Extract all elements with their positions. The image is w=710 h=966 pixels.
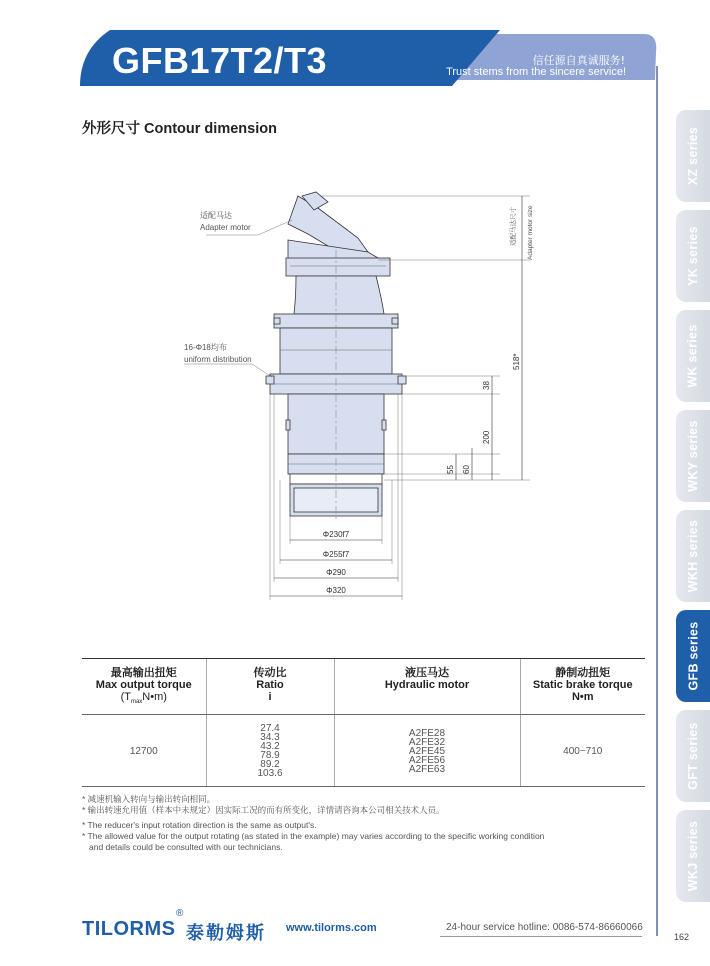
header-en: Hydraulic motor — [384, 679, 470, 691]
tab-label: WKJ series — [686, 820, 700, 892]
cell-torque: 12700 — [82, 715, 206, 787]
unit-post: N•m) — [142, 691, 167, 703]
tab-label: XZ series — [686, 126, 701, 186]
gearbox-drawing — [170, 180, 550, 600]
tab-label: WKY series — [686, 420, 700, 492]
motor-value: A2FE28 — [408, 727, 446, 739]
ratio-value: 89.2 — [260, 759, 280, 771]
ratio-value: 43.2 — [260, 741, 280, 753]
cell-motors — [334, 715, 520, 787]
frame-line — [656, 66, 658, 936]
brand-logo: TILORMS — [82, 918, 176, 940]
tab-gfb-series[interactable] — [676, 610, 710, 702]
tab-label: GFT series — [686, 722, 700, 790]
tab-wk-series[interactable] — [676, 310, 710, 402]
notes — [82, 794, 642, 853]
header-cn: 传动比 — [253, 667, 287, 679]
brand-logo-chinese: 泰勒姆斯 — [186, 923, 266, 944]
adapter-motor-en: Adapter motor — [200, 223, 251, 232]
tab-label: WKH series — [686, 519, 701, 593]
motor-value: A2FE56 — [408, 754, 446, 766]
motor-size-cn: 适配马达尺寸 — [509, 207, 517, 246]
header-cn: 液压马达 — [405, 667, 449, 679]
tab-wky-series[interactable] — [676, 410, 710, 502]
tab-gft-series[interactable] — [676, 710, 710, 802]
holes-en: uniform distribution — [184, 355, 252, 364]
header-unit — [82, 691, 206, 708]
header-hydraulic-motor — [334, 659, 520, 715]
dim-dia-320: Φ320 — [326, 586, 346, 595]
motor-value: A2FE32 — [408, 736, 446, 748]
header-cn: 静制动扭矩 — [555, 667, 611, 679]
header-unit: i — [268, 691, 272, 703]
motor-value: A2FE63 — [408, 763, 446, 775]
slogan-chinese: 信任源自真诚服务! — [532, 54, 625, 67]
dim-dia-230: Φ230f7 — [322, 530, 350, 539]
header-ratio — [206, 659, 334, 715]
header-cn: 最高输出扭矩 — [110, 667, 177, 679]
ratio-value: 34.3 — [260, 732, 280, 744]
header-unit: N•m — [571, 691, 594, 703]
tab-label: GFB series — [686, 621, 701, 691]
header-en: Ratio — [256, 679, 284, 691]
holes-callout — [184, 342, 252, 366]
header-en: Max output torque — [95, 679, 192, 691]
website-link[interactable]: www.tilorms.com — [286, 922, 377, 934]
motor-value: A2FE45 — [408, 745, 446, 757]
dim-dia-290: Φ290 — [326, 568, 346, 577]
motor-size-en: Adapter motor size — [527, 205, 534, 260]
dim-38: 38 — [482, 381, 491, 390]
service-hotline: 24-hour service hotline: 0086-574-86660066 — [446, 922, 643, 933]
header-en: Static brake torque — [532, 679, 633, 691]
slogan-english: Trust stems from the sincere service! — [446, 66, 626, 78]
page-title: GFB17T2/T3 — [112, 40, 328, 81]
header-max-torque — [82, 659, 206, 715]
cell-ratios — [206, 715, 334, 787]
note-cn-2: * 输出转速允用值（样本中未规定）因实际工况的而有所变化，详情请咨询本公司相关技术人员。 — [82, 805, 445, 815]
table-header-row — [82, 659, 645, 715]
footer-divider — [440, 936, 642, 937]
ratio-value: 103.6 — [257, 768, 283, 780]
dim-60: 60 — [462, 465, 471, 474]
note-en-2b: and details could be consulted with our technicians. — [89, 842, 283, 852]
spec-table — [82, 658, 645, 787]
page-number: 162 — [674, 932, 690, 942]
tab-wkj-series[interactable] — [676, 810, 710, 902]
page-header — [0, 0, 710, 100]
note-en-2a: * The allowed value for the output rotating (as stated in the example) may varies according to the specific working condition — [82, 831, 545, 841]
dim-dia-255: Φ255f7 — [322, 550, 350, 559]
section-title: 外形尺寸 Contour dimension — [82, 121, 277, 137]
registered-mark: ® — [176, 908, 184, 919]
tab-wkh-series[interactable] — [676, 510, 710, 602]
table-row — [82, 715, 645, 787]
cell-brake: 400~710 — [520, 715, 645, 787]
tab-xz-series[interactable] — [676, 110, 710, 202]
header-brake-torque — [520, 659, 645, 715]
ratio-value: 27.4 — [260, 723, 280, 735]
unit-pre: (T — [120, 691, 131, 703]
ratio-value: 78.9 — [260, 750, 280, 762]
holes-cn: 16-Φ18均布 — [184, 343, 227, 352]
tab-yk-series[interactable] — [676, 210, 710, 302]
header-banner — [0, 0, 710, 100]
note-en-1: * The reducer's input rotation direction is the same as output's. — [82, 820, 317, 830]
dim-200: 200 — [482, 430, 491, 444]
contour-drawing — [170, 180, 550, 605]
tab-label: WK series — [686, 324, 700, 388]
dim-518: 518* — [512, 353, 521, 370]
note-cn-1: * 减速机输入转向与输出转向相同。 — [82, 794, 216, 804]
tab-label: YK series — [686, 226, 700, 286]
adapter-motor-cn: 适配马达 — [200, 211, 232, 220]
unit-sub: max — [130, 699, 143, 706]
dim-55: 55 — [446, 465, 455, 474]
adapter-motor-callout — [200, 210, 251, 234]
